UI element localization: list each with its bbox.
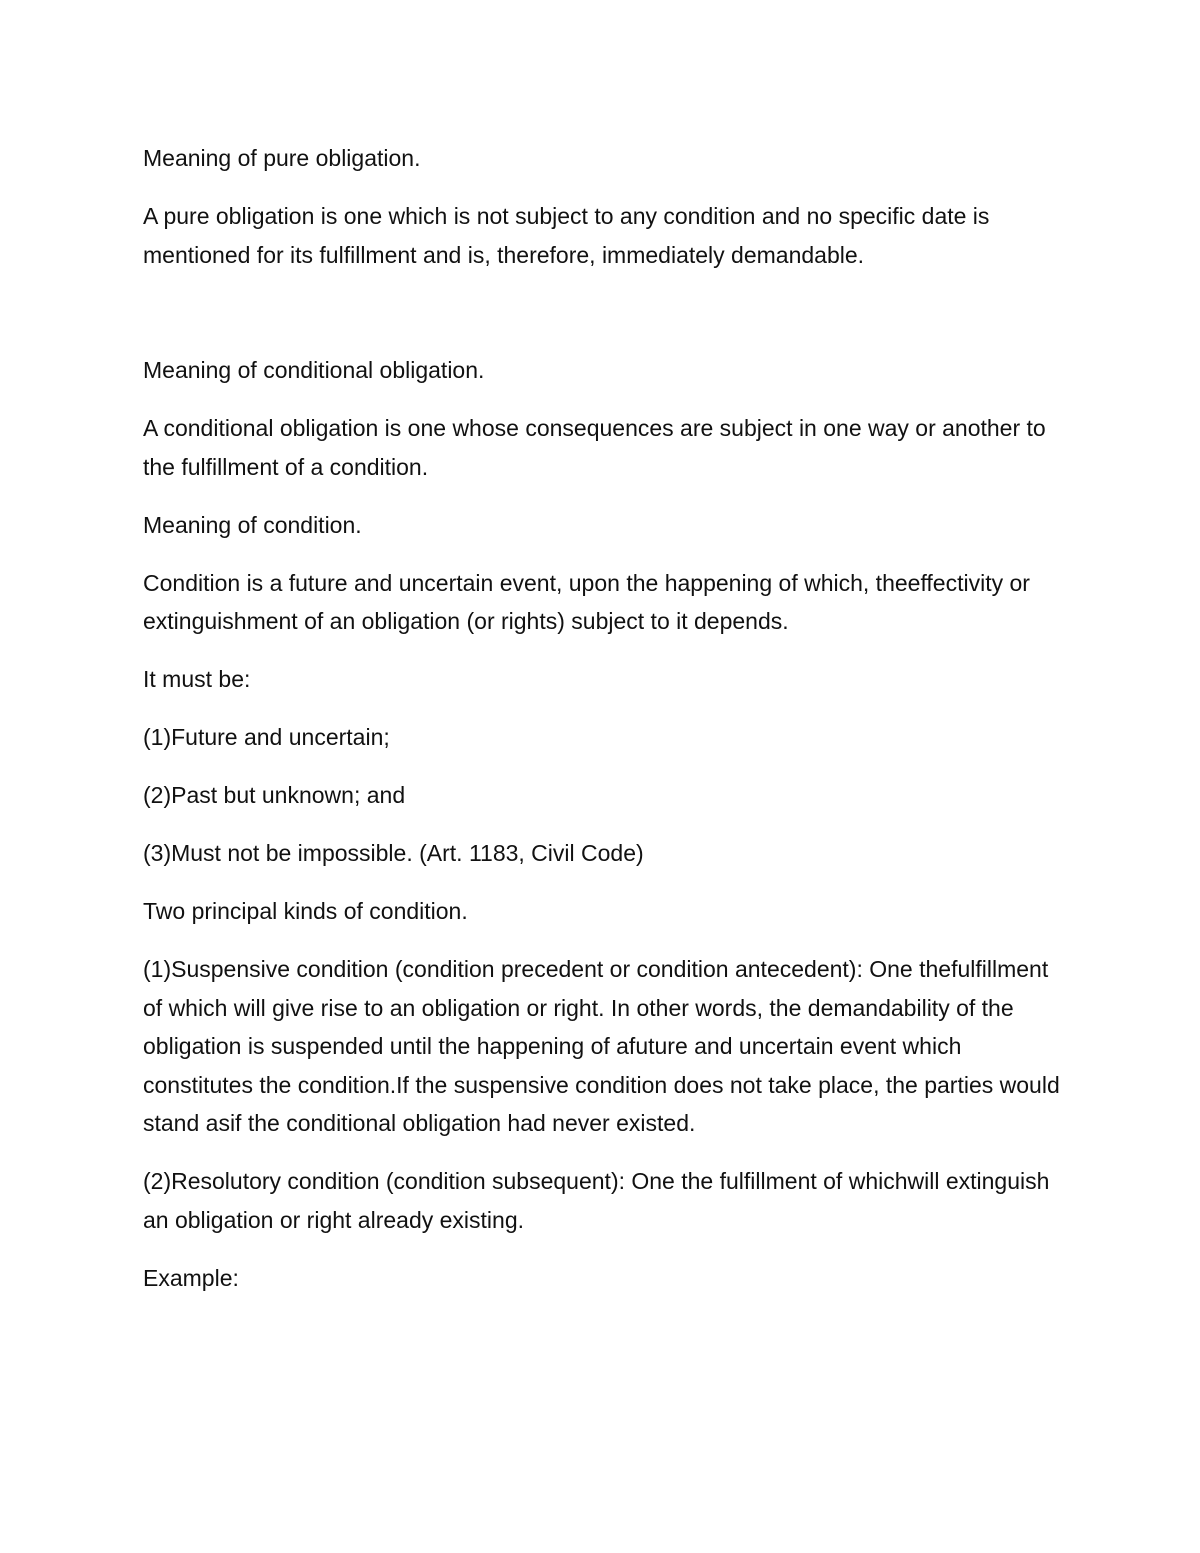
document-body xyxy=(143,139,1063,1317)
paragraph-it-must-be: It must be: xyxy=(143,666,251,692)
list-item-not-impossible: (3)Must not be impossible. (Art. 1183, Civil Code) xyxy=(143,840,644,866)
heading-pure-obligation: Meaning of pure obligation. xyxy=(143,145,421,171)
paragraph-conditional-obligation-definition: A conditional obligation is one whose consequences are subject in one way or another to the fulfillment of a condition. xyxy=(143,415,1046,480)
paragraph-resolutory-condition: (2)Resolutory condition (condition subsequent): One the fulfillment of whichwill extinguish an obligation or right already existing. xyxy=(143,1168,1050,1233)
heading-conditional-obligation: Meaning of conditional obligation. xyxy=(143,357,485,383)
paragraph-example: Example: xyxy=(143,1264,239,1291)
paragraph-condition-definition: Condition is a future and uncertain event, upon the happening of which, theeffectivity or extinguishment of an obligation (or rights) subject to it depends. xyxy=(143,569,1030,634)
heading-condition: Meaning of condition. xyxy=(143,511,362,538)
paragraph-suspensive-condition: (1)Suspensive condition (condition precedent or condition antecedent): One thefulfillment of which will give rise to an obligation or right. In other words, the demandability of the obligation is suspended until the happening of afuture and uncertain event which constitutes the condition.If the suspensive condition does not take place, the parties would stand asif the conditional obligation had never existed. xyxy=(143,956,1060,1136)
paragraph-pure-obligation-definition: A pure obligation is one which is not subject to any condition and no specific date is mentioned for its fulfillment and is, therefore, immediately demandable. xyxy=(143,203,990,268)
list-item-future-uncertain: (1)Future and uncertain; xyxy=(143,724,390,750)
list-item-past-unknown: (2)Past but unknown; and xyxy=(143,782,406,808)
heading-kinds-of-condition: Two principal kinds of condition. xyxy=(143,898,468,924)
